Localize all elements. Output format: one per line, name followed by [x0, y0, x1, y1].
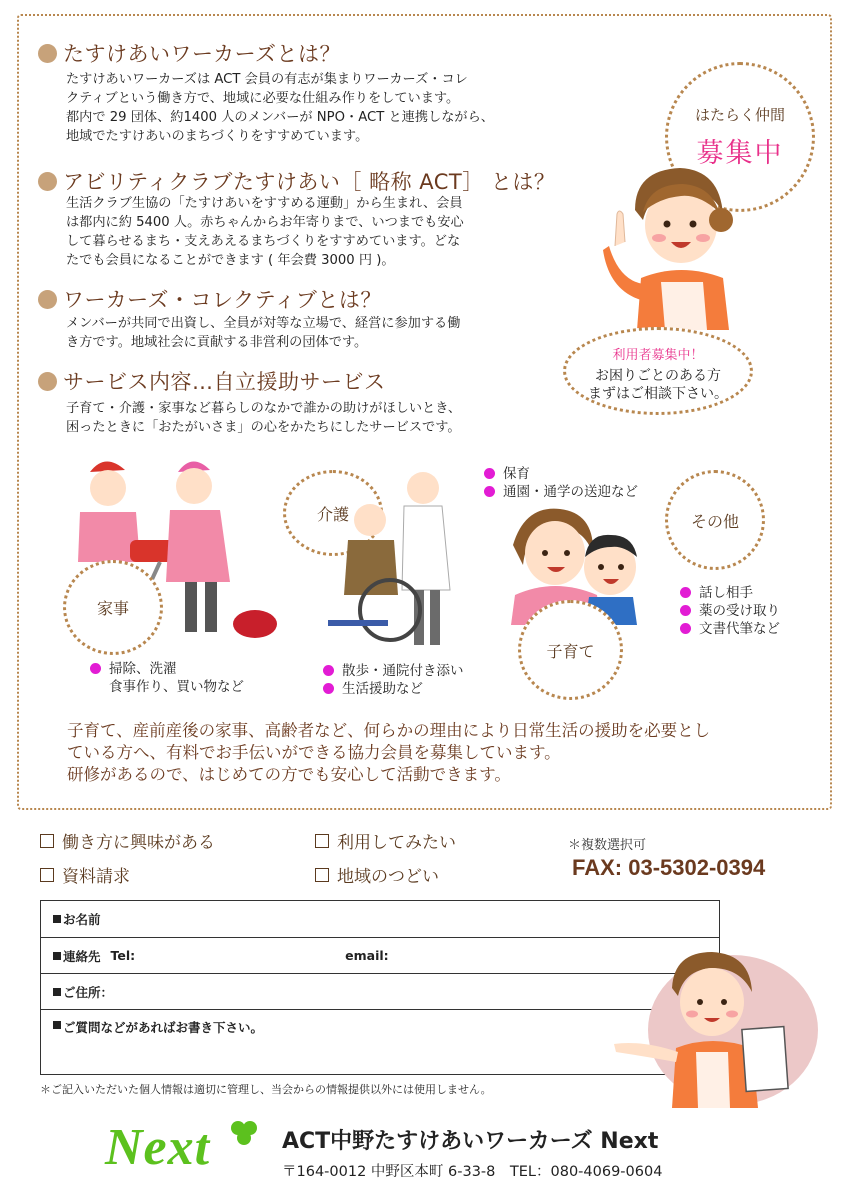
kaigo-items: 散歩・通院付き添い 生活援助など	[323, 662, 464, 698]
bullet-icon	[323, 665, 334, 676]
section-title-service: サービス内容…自立援助サービス	[38, 366, 386, 396]
staff-woman-illustration	[595, 150, 755, 330]
bullet-dot-icon	[38, 290, 57, 309]
checkbox-icon[interactable]	[40, 868, 54, 882]
section-body-workers: たすけあいワーカーズは ACT 会員の有志が集まりワーカーズ・コレ クティブという働き方で、地域に必要な仕組み作りをしています。 都内で 29 団体、約1400 人のメンバーが NPO・ACT と連携しながら、 地域でたすけあいのまちづくりをすすめています。	[66, 72, 494, 144]
checkbox-icon[interactable]	[315, 868, 329, 882]
question-field[interactable]: ご質問などがあればお書き下さい。	[41, 1010, 719, 1074]
service-circle-kaigo: 介護	[283, 470, 383, 556]
org-address: 〒164-0012 中野区本町 6-33-8 TEL：080-4069-0604	[282, 1164, 663, 1180]
service-circle-kaji: 家事	[63, 560, 163, 655]
checkbox-icon[interactable]	[40, 834, 54, 848]
bullet-dot-icon	[38, 172, 57, 191]
kaji-items: 掃除、洗濯 食事作り、買い物など	[90, 660, 244, 696]
checkbox-interest[interactable]: 働き方に興味がある	[40, 828, 215, 853]
recruit-message: 子育て、産前産後の家事、高齢者など、何らかの理由により日常生活の援助を必要とし ている方へ、有料でお手伝いができる協力会員を募集しています。 研修があるので、はじめての方でも安心して活動できます。	[67, 721, 711, 784]
bullet-icon	[680, 623, 691, 634]
org-name: ACT中野たすけあいワーカーズ Next	[282, 1129, 659, 1154]
user-recruit-bubble: 利用者募集中！ お困りごとのある方 まずはご相談下さい。	[563, 327, 753, 415]
name-field[interactable]: お名前	[41, 901, 719, 938]
next-logo: Next	[105, 1119, 211, 1176]
fax-number: FAX: 03-5302-0394	[572, 855, 766, 880]
checkbox-icon[interactable]	[315, 834, 329, 848]
bullet-icon	[323, 683, 334, 694]
care-illustration	[318, 470, 468, 650]
bullet-icon	[680, 605, 691, 616]
section-title-workers: たすけあいワーカーズとは？	[38, 38, 341, 68]
service-circle-kosodate: 子育て	[518, 600, 623, 700]
kosodate-items: 保育 通園・通学の送迎など	[484, 465, 638, 501]
address-field[interactable]: ご住所：	[41, 974, 719, 1010]
sonota-items: 話し相手 薬の受け取り 文書代筆など	[680, 584, 780, 638]
clover-icon	[228, 1118, 262, 1148]
checkbox-use[interactable]: 利用してみたい	[315, 828, 456, 853]
section-body-service: 子育て・介護・家事など暮らしのなかで誰かの助けがほしいとき、 困ったときに「おたがいさま」の心をかたちにしたサービスです。	[66, 401, 462, 435]
bullet-dot-icon	[38, 372, 57, 391]
service-circle-sonota: その他	[665, 470, 765, 570]
bullet-icon	[484, 468, 495, 479]
section-title-collective: ワーカーズ・コレクティブとは？	[38, 284, 382, 314]
staff-woman-paper-illustration	[612, 948, 822, 1108]
bullet-dot-icon	[38, 44, 57, 63]
recruit-circle: はたらく仲間 募集中	[665, 62, 815, 212]
multi-select-note: ＊複数選択可	[568, 838, 647, 853]
contact-field[interactable]: 連絡先 Tel: email:	[41, 938, 719, 974]
checkbox-materials[interactable]: 資料請求	[40, 862, 130, 887]
bullet-icon	[680, 587, 691, 598]
section-title-act: アビリティクラブたすけあい［ 略称 ACT］ とは？	[38, 166, 555, 196]
bullet-icon	[90, 663, 101, 674]
section-body-act: 生活クラブ生協の「たすけあいをすすめる運動」から生まれ、会員 は都内に約 5400 人。赤ちゃんからお年寄りまで、いつまでも安心 して暮らせるまち・支えあえるまちづくりをすすめています。どな たでも会員になることができます ( 年会費 3000 円 )。	[66, 196, 464, 268]
checkbox-gathering[interactable]: 地域のつどい	[315, 862, 439, 887]
bullet-icon	[484, 486, 495, 497]
section-body-collective: メンバーが共同で出資し、全員が対等な立場で、経営に参加する働 き方です。地域社会に貢献する非営利の団体です。	[66, 316, 461, 350]
privacy-note: ＊ご記入いただいた個人情報は適切に管理し、当会からの情報提供以外には使用しません。	[40, 1083, 492, 1096]
